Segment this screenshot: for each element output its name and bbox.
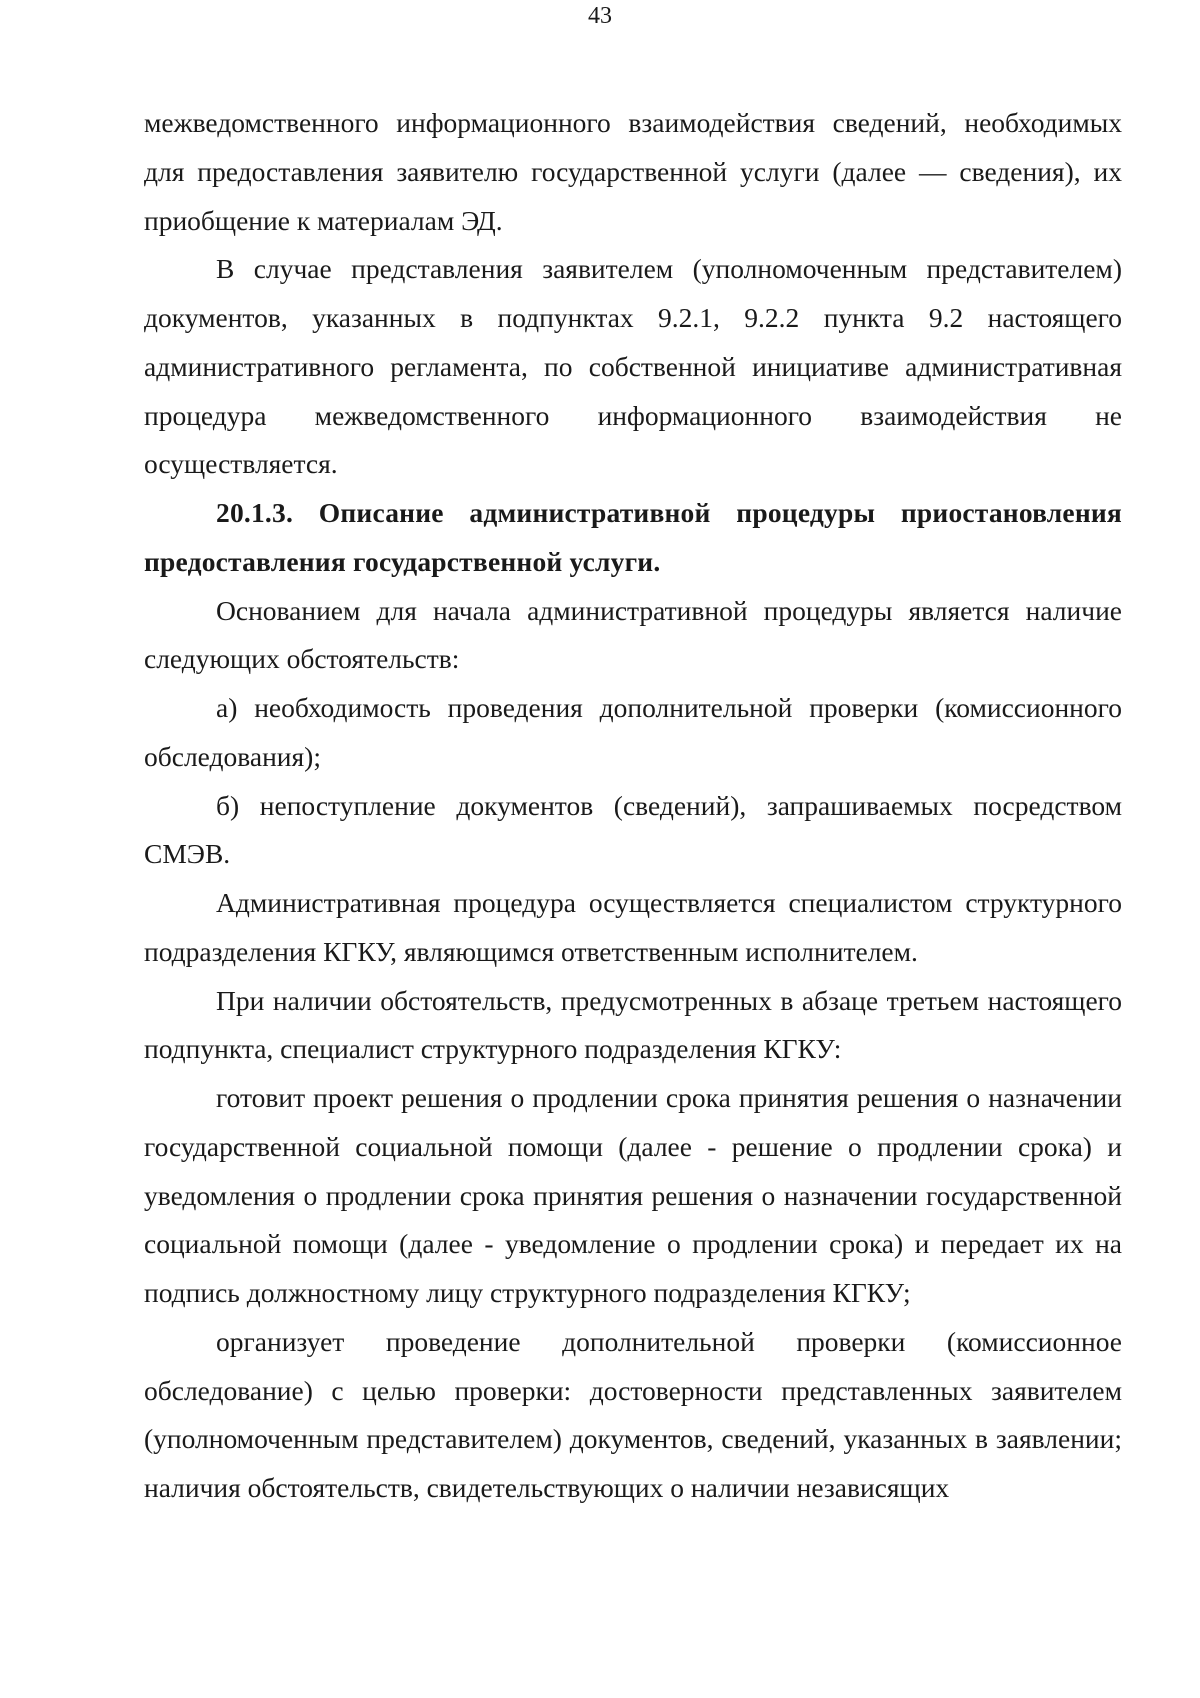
paragraph-executor: Административная процедура осуществляется специалистом структурного подразделения КГКУ, являющимся ответственным исполнителем. bbox=[144, 887, 1122, 967]
paragraph-organizes-check: организует проведение дополнительной проверки (комиссионное обследование) с целью проверки: достоверности представленных заявителем (уполномоченным представителем) документов, сведений, указанных в заявлении; наличия обстоятельств, свидетельствующих о наличии независящих bbox=[144, 1325, 1122, 1503]
page-number: 43 bbox=[588, 3, 612, 29]
paragraph-documents-initiative: В случае представления заявителем (уполномоченным представителем) документов, указанных в подпунктах 9.2.1, 9.2.2 пункта 9.2 настоящего административного регламента, по собственной инициативе административная процедура межведомственного информационного взаимодействия не осуществляется. bbox=[144, 253, 1122, 480]
paragraph-prepares-draft: готовит проект решения о продлении срока принятия решения о назначении государственной социальной помощи (далее - решение о продлении срока) и уведомления о продлении срока принятия решения о назначении государственной социальной помощи (далее - уведомление о продлении срока) и передает их на подпись должностному лицу структурного подразделения КГКУ; bbox=[144, 1082, 1122, 1308]
paragraph-circumstances: При наличии обстоятельств, предусмотренных в абзаце третьем настоящего подпункта, специалист структурного подразделения КГКУ: bbox=[144, 984, 1122, 1065]
document-body bbox=[144, 99, 1122, 1513]
paragraph-continuation: межведомственного информационного взаимодействия сведений, необходимых для предоставления заявителю государственной услуги (далее — сведения), их приобщение к материалам ЭД. bbox=[144, 107, 1122, 236]
list-item-b: б) непоступление документов (сведений), запрашиваемых посредством СМЭВ. bbox=[144, 789, 1122, 870]
section-heading-20-1-3: 20.1.3. Описание административной процедуры приостановления предоставления государственной услуги. bbox=[144, 497, 1122, 577]
list-item-a: а) необходимость проведения дополнительной проверки (комиссионного обследования); bbox=[144, 692, 1122, 772]
paragraph-grounds: Основанием для начала административной процедуры является наличие следующих обстоятельств: bbox=[144, 594, 1122, 675]
